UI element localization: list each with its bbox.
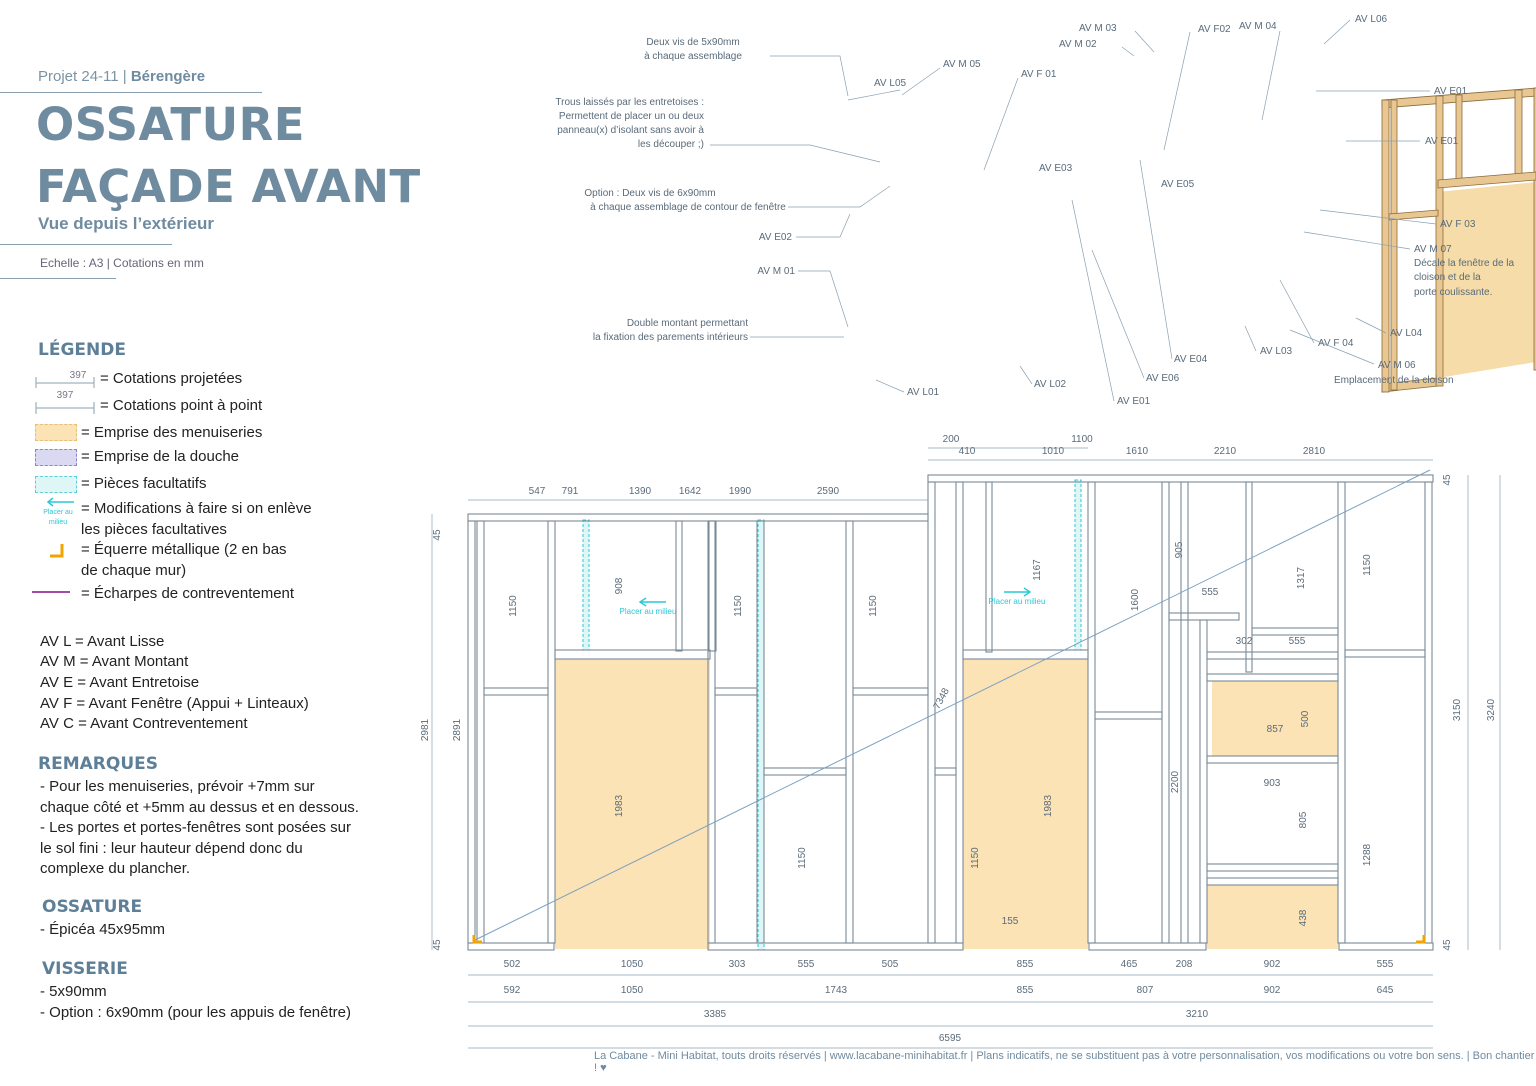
dim-label: 592 <box>503 985 521 996</box>
iso-note: porte coulissante. <box>1414 287 1493 298</box>
dim-label: 208 <box>1175 959 1193 970</box>
iso-note: Permettent de placer un ou deux <box>558 111 704 122</box>
ossature-heading: OSSATURE <box>42 897 143 917</box>
footer-credits: La Cabane - Mini Habitat, touts droits réservés | www.lacabane-minihabitat.fr | Plans indicatifs, ne se substituent pas à votre personnalisation, vos modifications ou votre bon sens. | Bon chantier ! ♥ <box>594 1050 1535 1074</box>
dim-label: 902 <box>1263 985 1281 996</box>
swatch-facultatif <box>35 476 77 493</box>
iso-label: AV E01 <box>1117 396 1151 407</box>
dim-label: 855 <box>1016 985 1034 996</box>
iso-note: la fixation des parements intérieurs <box>592 332 748 343</box>
iso-note: Trous laissés par les entretoises : <box>555 97 704 108</box>
iso-label: AV M 07 <box>1414 244 1452 255</box>
dim-label: 7348 <box>931 686 952 712</box>
ossature-line: - Épicéa 45x95mm <box>40 921 166 938</box>
dim-label: 1610 <box>1125 446 1149 457</box>
dim-label: 857 <box>1266 724 1284 735</box>
scale-rule <box>0 278 116 279</box>
legend-item-menuiserie: = Emprise des menuiseries <box>81 424 263 441</box>
remarques-heading: REMARQUES <box>38 754 158 774</box>
svg-text:milieu: milieu <box>48 519 68 526</box>
dim-label: 1100 <box>1071 434 1093 445</box>
iso-label: AV F 03 <box>1440 219 1476 230</box>
iso-label: AV E01 <box>1434 86 1468 97</box>
menuiserie-areas <box>555 659 1338 949</box>
iso-label: AV E05 <box>1161 179 1195 190</box>
iso-note: Double montant permettant <box>626 318 748 329</box>
iso-note: Option : Deux vis de 6x90mm <box>584 188 716 199</box>
dim-label: 465 <box>1120 959 1138 970</box>
svg-text:Placer au: Placer au <box>43 509 73 516</box>
dim-label: 805 <box>1298 811 1309 829</box>
dim-label: 1642 <box>678 486 702 497</box>
dim-label: 1150 <box>733 595 744 617</box>
iso-label: AV M 01 <box>757 266 795 277</box>
dim-label: 1150 <box>508 595 519 617</box>
dim-label: 45 <box>1442 939 1453 951</box>
dim-label: 1150 <box>1362 554 1373 576</box>
code-montant: AV M = Avant Montant <box>40 653 189 670</box>
legend-item-facultatif: = Pièces facultatifs <box>81 475 207 492</box>
placer-notes <box>620 597 1046 616</box>
elevation-view <box>400 430 1536 1050</box>
dim-label: 903 <box>1263 778 1281 789</box>
visserie-heading: VISSERIE <box>42 959 128 979</box>
dim-label: 302 <box>1235 636 1253 647</box>
dim-label: 1317 <box>1296 566 1307 590</box>
dim-label: 438 <box>1298 909 1309 927</box>
dim-label: 155 <box>1001 916 1019 927</box>
dim-label: 645 <box>1376 985 1394 996</box>
project-header <box>38 68 205 85</box>
dim-label: 3210 <box>1185 1009 1209 1020</box>
placer-note-right: Placer au milieu <box>988 597 1046 606</box>
iso-label: AV M 04 <box>1239 21 1277 32</box>
iso-note: Emplacement de la cloison <box>1334 375 1454 386</box>
dim-label: 1150 <box>868 595 879 617</box>
dim-label: 6595 <box>938 1033 962 1044</box>
code-contreventement: AV C = Avant Contreventement <box>40 715 248 732</box>
legend-heading: LÉGENDE <box>38 340 126 360</box>
dim-label: 502 <box>503 959 521 970</box>
visserie-line-2: - Option : 6x90mm (pour les appuis de fenêtre) <box>40 1004 351 1021</box>
iso-note: Deux vis de 5x90mm <box>646 37 740 48</box>
iso-note: à chaque assemblage <box>644 51 742 62</box>
subtitle-rule <box>0 244 172 245</box>
swatch-douche <box>35 449 77 466</box>
iso-label: AV F02 <box>1198 24 1231 35</box>
remarque-line: le sol fini : leur hauteur dépend donc du <box>40 839 303 857</box>
scale-note: Echelle : A3 | Cotations en mm <box>40 256 204 270</box>
iso-label: AV E03 <box>1039 163 1073 174</box>
dim-label: 3385 <box>703 1009 727 1020</box>
dim-label: 1990 <box>728 486 752 497</box>
sample-dim-projected: 397 <box>69 370 87 381</box>
door-opening-1 <box>555 659 710 949</box>
iso-label: AV M 03 <box>1079 23 1117 34</box>
code-entretoise: AV E = Avant Entretoise <box>40 674 200 691</box>
dim-label: 1288 <box>1362 843 1373 867</box>
dim-label: 905 <box>1174 541 1185 559</box>
equerre-icon <box>46 541 66 561</box>
iso-note: cloison et de la <box>1414 272 1481 283</box>
dim-label: 303 <box>728 959 746 970</box>
dim-label: 1983 <box>1043 794 1054 818</box>
page-title-line1: OSSATURE <box>36 98 306 151</box>
iso-note: Décale la fenêtre de la <box>1414 258 1515 269</box>
dim-label: 1983 <box>614 794 625 818</box>
isometric-frame-view <box>540 0 1536 420</box>
dim-label: 902 <box>1263 959 1281 970</box>
iso-label: AV E02 <box>758 232 792 243</box>
dim-label: 807 <box>1136 985 1154 996</box>
legend-item-equerre: = Équerre métallique (2 en bas de chaque mur) <box>81 541 287 579</box>
dim-label: 2200 <box>1170 770 1181 794</box>
echarpe-line-icon <box>32 588 72 596</box>
door-opening-2 <box>963 659 1088 949</box>
remarque-line: - Pour les menuiseries, prévoir +7mm sur <box>40 778 315 795</box>
code-fenetre: AV F = Avant Fenêtre (Appui + Linteaux) <box>40 695 309 712</box>
project-number: Projet 24-11 | <box>38 68 127 85</box>
dim-label: 855 <box>1016 959 1034 970</box>
dim-label: 547 <box>528 486 546 497</box>
iso-label: AV E01 <box>1425 136 1459 147</box>
iso-note: les découper ;) <box>637 139 704 150</box>
remarque-line: complexe du plancher. <box>40 860 191 877</box>
client-name: Bérengère <box>130 68 206 85</box>
dim-label: 1150 <box>970 847 981 869</box>
iso-label: AV L05 <box>874 78 907 89</box>
legend-item-douche: = Emprise de la douche <box>81 448 240 465</box>
iso-label: AV L02 <box>1034 379 1067 390</box>
dim-label: 2590 <box>816 486 840 497</box>
placer-note-left: Placer au milieu <box>619 607 677 616</box>
iso-note: panneau(x) d’isolant sans avoir à <box>557 125 704 136</box>
dim-label: 2810 <box>1302 446 1326 457</box>
dim-label: 908 <box>614 577 625 595</box>
dim-label: 1050 <box>620 959 644 970</box>
iso-label: AV E04 <box>1174 354 1208 365</box>
arrow-left-icon <box>34 496 80 530</box>
header-rule <box>0 92 262 93</box>
dim-label: 2981 <box>420 718 431 742</box>
iso-label: AV M 06 <box>1378 360 1416 371</box>
sample-dim-point: 397 <box>56 390 74 401</box>
dim-label: 555 <box>1201 587 1219 598</box>
remarque-line: - Les portes et portes-fenêtres sont posées sur <box>40 819 351 836</box>
iso-label: AV M 05 <box>943 59 981 70</box>
dim-label: 45 <box>1442 474 1453 486</box>
dim-label: 1600 <box>1130 588 1141 612</box>
iso-label: AV E06 <box>1146 373 1180 384</box>
dim-label: 3240 <box>1486 698 1497 722</box>
dim-label: 2210 <box>1213 446 1237 457</box>
dim-label: 45 <box>432 939 443 951</box>
legend-item-modifications: = Modifications à faire si on enlève les pièces facultatives <box>81 500 312 538</box>
placer-arrows <box>640 588 1030 606</box>
iso-label: AV F 04 <box>1318 338 1354 349</box>
page-title-line2: FAÇADE AVANT <box>36 160 421 213</box>
code-lisse: AV L = Avant Lisse <box>40 633 165 650</box>
dim-label: 2891 <box>452 718 463 742</box>
dim-label: 1390 <box>628 486 652 497</box>
iso-label: AV L04 <box>1390 328 1423 339</box>
legend-item-echarpe: = Écharpes de contreventement <box>81 585 295 602</box>
page-subtitle: Vue depuis l’extérieur <box>38 214 215 233</box>
dim-label: 555 <box>1288 636 1306 647</box>
dim-label: 555 <box>797 959 815 970</box>
remarques-text <box>40 777 359 880</box>
swatch-menuiserie <box>35 424 77 441</box>
window-opening <box>1212 681 1338 756</box>
dim-label: 505 <box>881 959 899 970</box>
iso-label: AV F 01 <box>1021 69 1057 80</box>
dim-label: 200 <box>942 434 960 445</box>
dim-label: 1167 <box>1032 559 1043 581</box>
dimension-samples <box>30 364 100 418</box>
iso-label: AV L01 <box>907 387 940 398</box>
legend-item-point: = Cotations point à point <box>100 397 263 414</box>
dim-label: 1743 <box>824 985 848 996</box>
iso-label: AV L06 <box>1355 14 1388 25</box>
dim-label: 45 <box>432 529 443 541</box>
iso-labels <box>555 14 1514 407</box>
lower-opening <box>1207 885 1338 949</box>
dim-label: 500 <box>1300 710 1311 728</box>
dim-label: 791 <box>561 486 579 497</box>
remarque-line: chaque côté et +5mm au dessus et en dessous. <box>40 798 359 816</box>
dim-label: 1050 <box>620 985 644 996</box>
iso-label: AV L03 <box>1260 346 1293 357</box>
dim-label: 410 <box>958 446 976 457</box>
visserie-line-1: - 5x90mm <box>40 983 107 1000</box>
iso-note: à chaque assemblage de contour de fenêtre <box>590 202 786 213</box>
iso-label: AV M 02 <box>1059 39 1097 50</box>
dim-label: 1010 <box>1041 446 1065 457</box>
legend-item-projected: = Cotations projetées <box>100 370 243 387</box>
dim-label: 555 <box>1376 959 1394 970</box>
dim-label: 1150 <box>797 847 808 869</box>
dim-label: 3150 <box>1452 698 1463 722</box>
